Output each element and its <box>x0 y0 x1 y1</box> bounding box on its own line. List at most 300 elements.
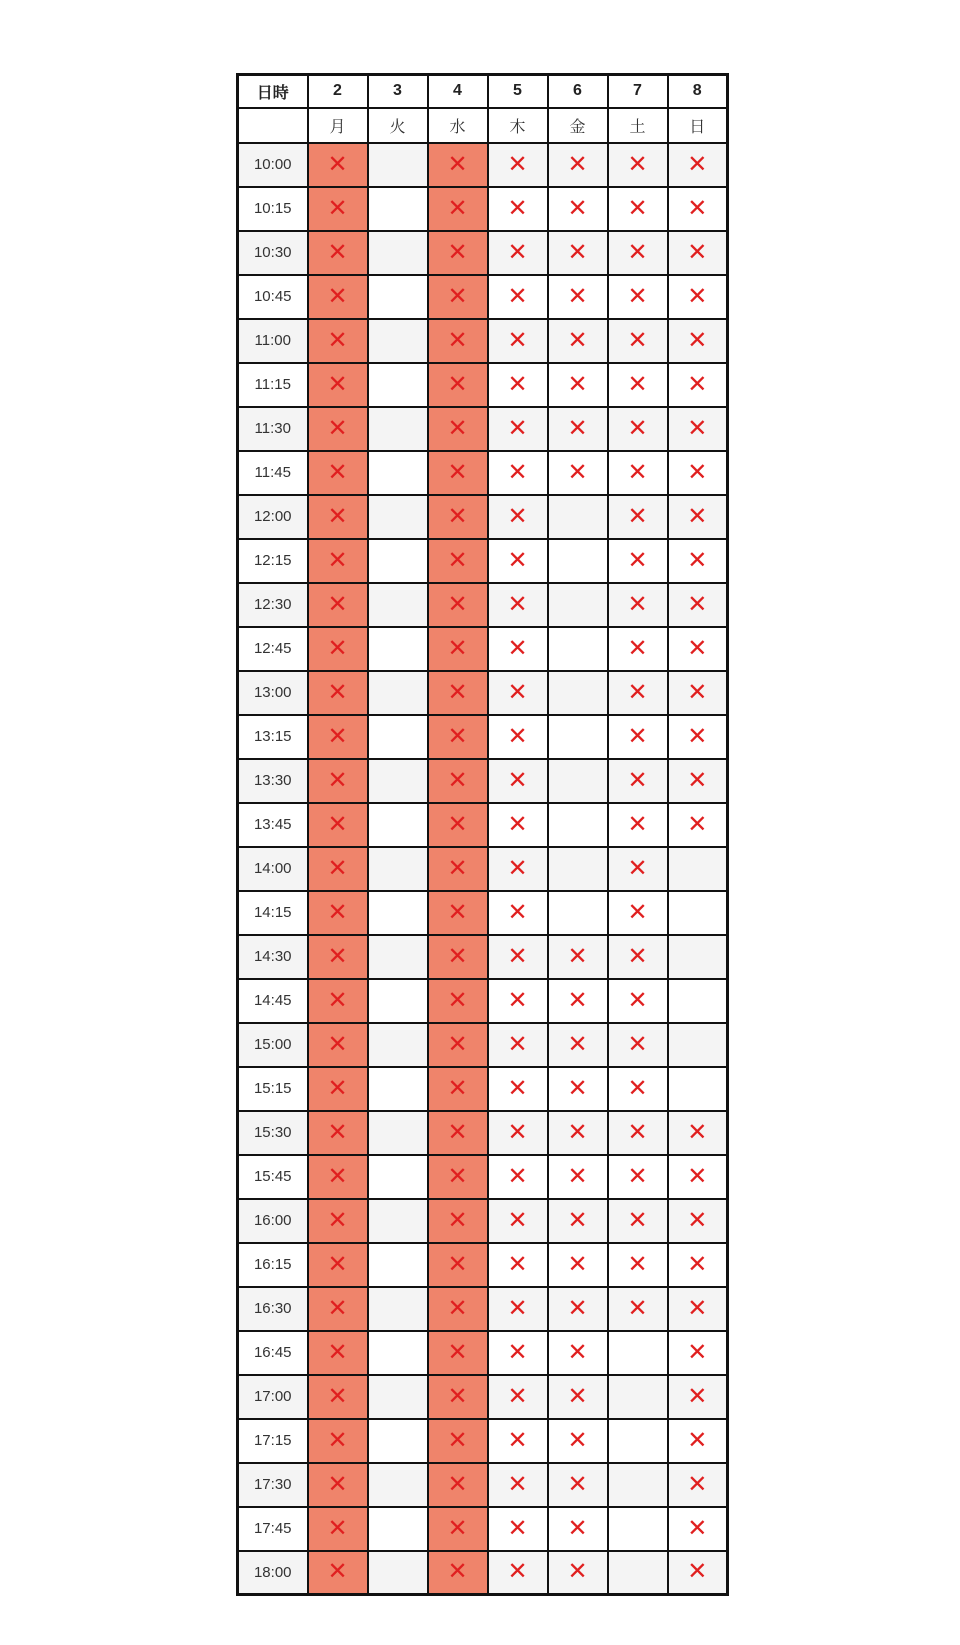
date-header-row <box>238 75 728 108</box>
cross-icon: ✕ <box>327 1338 348 1366</box>
time-label: 16:45 <box>238 1331 308 1375</box>
available-slot[interactable] <box>368 319 428 363</box>
cross-icon: ✕ <box>627 1294 648 1322</box>
time-slot-row <box>238 495 728 539</box>
unavailable-slot <box>428 1243 488 1287</box>
weekday-corner-blank <box>238 108 308 143</box>
available-slot[interactable] <box>368 803 428 847</box>
unavailable-slot <box>488 1463 548 1507</box>
unavailable-slot <box>488 715 548 759</box>
available-slot[interactable] <box>368 1155 428 1199</box>
unavailable-slot <box>668 407 728 451</box>
time-label: 11:30 <box>238 407 308 451</box>
cross-icon: ✕ <box>447 1074 468 1102</box>
cross-icon: ✕ <box>507 678 528 706</box>
weekday-header-cell: 火 <box>368 108 428 143</box>
cross-icon: ✕ <box>327 1382 348 1410</box>
cross-icon: ✕ <box>627 370 648 398</box>
available-slot[interactable] <box>608 1331 668 1375</box>
cross-icon: ✕ <box>327 1030 348 1058</box>
time-label: 15:00 <box>238 1023 308 1067</box>
available-slot[interactable] <box>368 495 428 539</box>
unavailable-slot <box>668 1331 728 1375</box>
available-slot[interactable] <box>368 627 428 671</box>
cross-icon: ✕ <box>627 722 648 750</box>
cross-icon: ✕ <box>507 942 528 970</box>
available-slot[interactable] <box>608 1551 668 1595</box>
cross-icon: ✕ <box>447 282 468 310</box>
cross-icon: ✕ <box>507 766 528 794</box>
cross-icon: ✕ <box>507 1558 528 1586</box>
available-slot[interactable] <box>368 407 428 451</box>
cross-icon: ✕ <box>567 1338 588 1366</box>
time-label: 14:00 <box>238 847 308 891</box>
time-label: 13:00 <box>238 671 308 715</box>
available-slot[interactable] <box>368 451 428 495</box>
cross-icon: ✕ <box>447 1558 468 1586</box>
cross-icon: ✕ <box>507 1514 528 1542</box>
reservation-schedule <box>236 73 729 1596</box>
cross-icon: ✕ <box>687 326 708 354</box>
available-slot[interactable] <box>548 495 608 539</box>
cross-icon: ✕ <box>447 942 468 970</box>
unavailable-slot <box>428 891 488 935</box>
cross-icon: ✕ <box>567 1558 588 1586</box>
cross-icon: ✕ <box>327 722 348 750</box>
cross-icon: ✕ <box>447 1426 468 1454</box>
time-label: 15:45 <box>238 1155 308 1199</box>
cross-icon: ✕ <box>447 590 468 618</box>
cross-icon: ✕ <box>687 1470 708 1498</box>
cross-icon: ✕ <box>327 1514 348 1542</box>
unavailable-slot <box>488 451 548 495</box>
unavailable-slot <box>308 187 368 231</box>
unavailable-slot <box>428 671 488 715</box>
unavailable-slot <box>668 1155 728 1199</box>
unavailable-slot <box>488 847 548 891</box>
unavailable-slot <box>488 1507 548 1551</box>
cross-icon: ✕ <box>627 678 648 706</box>
unavailable-slot <box>308 935 368 979</box>
unavailable-slot <box>428 319 488 363</box>
unavailable-slot <box>428 1067 488 1111</box>
unavailable-slot <box>428 1023 488 1067</box>
time-label: 14:30 <box>238 935 308 979</box>
cross-icon: ✕ <box>447 326 468 354</box>
cross-icon: ✕ <box>687 1338 708 1366</box>
unavailable-slot <box>308 1463 368 1507</box>
unavailable-slot <box>428 803 488 847</box>
time-slot-row <box>238 979 728 1023</box>
unavailable-slot <box>608 671 668 715</box>
time-slot-row <box>238 1111 728 1155</box>
cross-icon: ✕ <box>567 150 588 178</box>
available-slot[interactable] <box>608 1419 668 1463</box>
unavailable-slot <box>428 759 488 803</box>
cross-icon: ✕ <box>327 1162 348 1190</box>
unavailable-slot <box>608 1199 668 1243</box>
cross-icon: ✕ <box>687 1514 708 1542</box>
time-slot-row <box>238 1419 728 1463</box>
unavailable-slot <box>308 1287 368 1331</box>
time-label: 14:45 <box>238 979 308 1023</box>
cross-icon: ✕ <box>627 282 648 310</box>
available-slot[interactable] <box>368 1243 428 1287</box>
available-slot[interactable] <box>368 1287 428 1331</box>
unavailable-slot <box>668 451 728 495</box>
unavailable-slot <box>548 1155 608 1199</box>
available-slot[interactable] <box>368 935 428 979</box>
unavailable-slot <box>488 407 548 451</box>
time-slot-row <box>238 1023 728 1067</box>
cross-icon: ✕ <box>327 1250 348 1278</box>
cross-icon: ✕ <box>447 546 468 574</box>
time-slot-row <box>238 671 728 715</box>
unavailable-slot <box>608 1287 668 1331</box>
unavailable-slot <box>548 1287 608 1331</box>
available-slot[interactable] <box>368 1507 428 1551</box>
unavailable-slot <box>428 583 488 627</box>
available-slot[interactable] <box>368 979 428 1023</box>
time-slot-row <box>238 1067 728 1111</box>
cross-icon: ✕ <box>687 1382 708 1410</box>
unavailable-slot <box>668 495 728 539</box>
cross-icon: ✕ <box>327 194 348 222</box>
time-label: 15:15 <box>238 1067 308 1111</box>
available-slot[interactable] <box>668 1067 728 1111</box>
cross-icon: ✕ <box>567 1250 588 1278</box>
time-slot-row <box>238 187 728 231</box>
unavailable-slot <box>668 1111 728 1155</box>
cross-icon: ✕ <box>327 458 348 486</box>
available-slot[interactable] <box>548 847 608 891</box>
cross-icon: ✕ <box>327 986 348 1014</box>
time-slot-row <box>238 1243 728 1287</box>
time-label: 11:15 <box>238 363 308 407</box>
cross-icon: ✕ <box>327 1558 348 1586</box>
cross-icon: ✕ <box>327 634 348 662</box>
unavailable-slot <box>428 935 488 979</box>
unavailable-slot <box>608 979 668 1023</box>
available-slot[interactable] <box>368 363 428 407</box>
unavailable-slot <box>428 1199 488 1243</box>
unavailable-slot <box>608 187 668 231</box>
available-slot[interactable] <box>368 1375 428 1419</box>
cross-icon: ✕ <box>327 414 348 442</box>
date-header-cell: 5 <box>488 75 548 108</box>
available-slot[interactable] <box>368 275 428 319</box>
unavailable-slot <box>608 935 668 979</box>
unavailable-slot <box>308 583 368 627</box>
unavailable-slot <box>308 803 368 847</box>
time-label: 18:00 <box>238 1551 308 1595</box>
cross-icon: ✕ <box>507 282 528 310</box>
unavailable-slot <box>668 1243 728 1287</box>
unavailable-slot <box>488 1419 548 1463</box>
unavailable-slot <box>548 319 608 363</box>
available-slot[interactable] <box>368 1331 428 1375</box>
weekday-header-cell: 金 <box>548 108 608 143</box>
unavailable-slot <box>428 275 488 319</box>
unavailable-slot <box>668 187 728 231</box>
unavailable-slot <box>548 1375 608 1419</box>
available-slot[interactable] <box>548 671 608 715</box>
unavailable-slot <box>608 803 668 847</box>
unavailable-slot <box>428 627 488 671</box>
cross-icon: ✕ <box>507 326 528 354</box>
unavailable-slot <box>668 759 728 803</box>
cross-icon: ✕ <box>507 1382 528 1410</box>
time-slot-row <box>238 715 728 759</box>
unavailable-slot <box>608 715 668 759</box>
time-slot-row <box>238 231 728 275</box>
cross-icon: ✕ <box>327 282 348 310</box>
cross-icon: ✕ <box>567 1030 588 1058</box>
cross-icon: ✕ <box>627 810 648 838</box>
unavailable-slot <box>428 1551 488 1595</box>
cross-icon: ✕ <box>687 370 708 398</box>
available-slot[interactable] <box>668 847 728 891</box>
cross-icon: ✕ <box>567 1206 588 1234</box>
weekday-header-cell: 月 <box>308 108 368 143</box>
cross-icon: ✕ <box>507 634 528 662</box>
available-slot[interactable] <box>548 627 608 671</box>
unavailable-slot <box>488 1023 548 1067</box>
unavailable-slot <box>608 1243 668 1287</box>
time-slot-row <box>238 1331 728 1375</box>
availability-table <box>236 73 729 1596</box>
unavailable-slot <box>308 1551 368 1595</box>
unavailable-slot <box>308 1375 368 1419</box>
unavailable-slot <box>608 891 668 935</box>
available-slot[interactable] <box>608 1375 668 1419</box>
time-label: 10:45 <box>238 275 308 319</box>
cross-icon: ✕ <box>507 458 528 486</box>
unavailable-slot <box>308 1243 368 1287</box>
cross-icon: ✕ <box>507 1426 528 1454</box>
available-slot[interactable] <box>368 539 428 583</box>
time-label: 17:30 <box>238 1463 308 1507</box>
cross-icon: ✕ <box>687 810 708 838</box>
time-label: 16:00 <box>238 1199 308 1243</box>
cross-icon: ✕ <box>447 986 468 1014</box>
cross-icon: ✕ <box>447 1162 468 1190</box>
unavailable-slot <box>308 671 368 715</box>
date-header-cell: 6 <box>548 75 608 108</box>
cross-icon: ✕ <box>627 898 648 926</box>
cross-icon: ✕ <box>687 282 708 310</box>
unavailable-slot <box>488 759 548 803</box>
unavailable-slot <box>308 1331 368 1375</box>
cross-icon: ✕ <box>567 1118 588 1146</box>
unavailable-slot <box>608 231 668 275</box>
unavailable-slot <box>608 407 668 451</box>
unavailable-slot <box>428 1463 488 1507</box>
available-slot[interactable] <box>548 715 608 759</box>
unavailable-slot <box>428 715 488 759</box>
available-slot[interactable] <box>368 187 428 231</box>
unavailable-slot <box>488 495 548 539</box>
available-slot[interactable] <box>368 891 428 935</box>
cross-icon: ✕ <box>507 1338 528 1366</box>
cross-icon: ✕ <box>687 1162 708 1190</box>
unavailable-slot <box>308 1199 368 1243</box>
cross-icon: ✕ <box>567 1074 588 1102</box>
available-slot[interactable] <box>368 759 428 803</box>
cross-icon: ✕ <box>567 1294 588 1322</box>
available-slot[interactable] <box>368 1067 428 1111</box>
cross-icon: ✕ <box>567 326 588 354</box>
time-slot-row <box>238 1551 728 1595</box>
time-slot-row <box>238 451 728 495</box>
unavailable-slot <box>488 935 548 979</box>
unavailable-slot <box>668 143 728 187</box>
time-label: 10:00 <box>238 143 308 187</box>
time-label: 16:30 <box>238 1287 308 1331</box>
time-slot-row <box>238 539 728 583</box>
time-label: 16:15 <box>238 1243 308 1287</box>
unavailable-slot <box>428 1331 488 1375</box>
available-slot[interactable] <box>368 715 428 759</box>
available-slot[interactable] <box>368 1023 428 1067</box>
cross-icon: ✕ <box>687 150 708 178</box>
cross-icon: ✕ <box>507 1162 528 1190</box>
time-label: 12:00 <box>238 495 308 539</box>
unavailable-slot <box>548 407 608 451</box>
unavailable-slot <box>548 1243 608 1287</box>
unavailable-slot <box>608 1111 668 1155</box>
cross-icon: ✕ <box>447 634 468 662</box>
available-slot[interactable] <box>368 1111 428 1155</box>
unavailable-slot <box>308 539 368 583</box>
cross-icon: ✕ <box>627 634 648 662</box>
available-slot[interactable] <box>368 1551 428 1595</box>
cross-icon: ✕ <box>567 282 588 310</box>
cross-icon: ✕ <box>447 1030 468 1058</box>
unavailable-slot <box>548 275 608 319</box>
available-slot[interactable] <box>668 1023 728 1067</box>
unavailable-slot <box>308 231 368 275</box>
unavailable-slot <box>308 319 368 363</box>
unavailable-slot <box>488 539 548 583</box>
cross-icon: ✕ <box>627 854 648 882</box>
cross-icon: ✕ <box>687 590 708 618</box>
unavailable-slot <box>308 275 368 319</box>
cross-icon: ✕ <box>447 898 468 926</box>
cross-icon: ✕ <box>447 1294 468 1322</box>
cross-icon: ✕ <box>627 194 648 222</box>
unavailable-slot <box>488 803 548 847</box>
unavailable-slot <box>488 1243 548 1287</box>
cross-icon: ✕ <box>447 1382 468 1410</box>
unavailable-slot <box>488 1155 548 1199</box>
available-slot[interactable] <box>668 891 728 935</box>
unavailable-slot <box>668 715 728 759</box>
available-slot[interactable] <box>548 803 608 847</box>
unavailable-slot <box>428 231 488 275</box>
available-slot[interactable] <box>668 979 728 1023</box>
unavailable-slot <box>668 1199 728 1243</box>
unavailable-slot <box>488 319 548 363</box>
available-slot[interactable] <box>548 891 608 935</box>
time-label: 17:00 <box>238 1375 308 1419</box>
cross-icon: ✕ <box>687 502 708 530</box>
cross-icon: ✕ <box>327 942 348 970</box>
unavailable-slot <box>308 1507 368 1551</box>
cross-icon: ✕ <box>507 1470 528 1498</box>
available-slot[interactable] <box>368 583 428 627</box>
time-slot-row <box>238 1287 728 1331</box>
cross-icon: ✕ <box>327 678 348 706</box>
unavailable-slot <box>488 1331 548 1375</box>
available-slot[interactable] <box>368 1419 428 1463</box>
cross-icon: ✕ <box>627 1030 648 1058</box>
cross-icon: ✕ <box>447 1118 468 1146</box>
cross-icon: ✕ <box>327 590 348 618</box>
unavailable-slot <box>608 319 668 363</box>
unavailable-slot <box>548 363 608 407</box>
unavailable-slot <box>608 847 668 891</box>
available-slot[interactable] <box>608 1507 668 1551</box>
unavailable-slot <box>428 1419 488 1463</box>
unavailable-slot <box>308 1111 368 1155</box>
cross-icon: ✕ <box>627 238 648 266</box>
time-label: 12:45 <box>238 627 308 671</box>
cross-icon: ✕ <box>507 1206 528 1234</box>
cross-icon: ✕ <box>447 414 468 442</box>
time-slot-row <box>238 847 728 891</box>
cross-icon: ✕ <box>447 810 468 838</box>
unavailable-slot <box>548 1199 608 1243</box>
cross-icon: ✕ <box>567 414 588 442</box>
cross-icon: ✕ <box>507 590 528 618</box>
available-slot[interactable] <box>548 583 608 627</box>
unavailable-slot <box>308 847 368 891</box>
unavailable-slot <box>548 143 608 187</box>
available-slot[interactable] <box>368 143 428 187</box>
unavailable-slot <box>668 275 728 319</box>
cross-icon: ✕ <box>507 502 528 530</box>
time-slot-row <box>238 1375 728 1419</box>
cross-icon: ✕ <box>507 1030 528 1058</box>
available-slot[interactable] <box>368 1199 428 1243</box>
unavailable-slot <box>428 539 488 583</box>
unavailable-slot <box>548 451 608 495</box>
unavailable-slot <box>548 1419 608 1463</box>
available-slot[interactable] <box>368 671 428 715</box>
available-slot[interactable] <box>548 539 608 583</box>
cross-icon: ✕ <box>687 1118 708 1146</box>
unavailable-slot <box>608 583 668 627</box>
cross-icon: ✕ <box>507 898 528 926</box>
cross-icon: ✕ <box>567 1382 588 1410</box>
cross-icon: ✕ <box>507 1294 528 1322</box>
time-label: 13:30 <box>238 759 308 803</box>
unavailable-slot <box>608 1155 668 1199</box>
unavailable-slot <box>428 847 488 891</box>
cross-icon: ✕ <box>447 722 468 750</box>
time-slot-row <box>238 583 728 627</box>
available-slot[interactable] <box>668 935 728 979</box>
cross-icon: ✕ <box>447 238 468 266</box>
available-slot[interactable] <box>608 1463 668 1507</box>
available-slot[interactable] <box>368 231 428 275</box>
available-slot[interactable] <box>548 759 608 803</box>
date-header-cell: 3 <box>368 75 428 108</box>
available-slot[interactable] <box>368 1463 428 1507</box>
cross-icon: ✕ <box>447 1470 468 1498</box>
available-slot[interactable] <box>368 847 428 891</box>
